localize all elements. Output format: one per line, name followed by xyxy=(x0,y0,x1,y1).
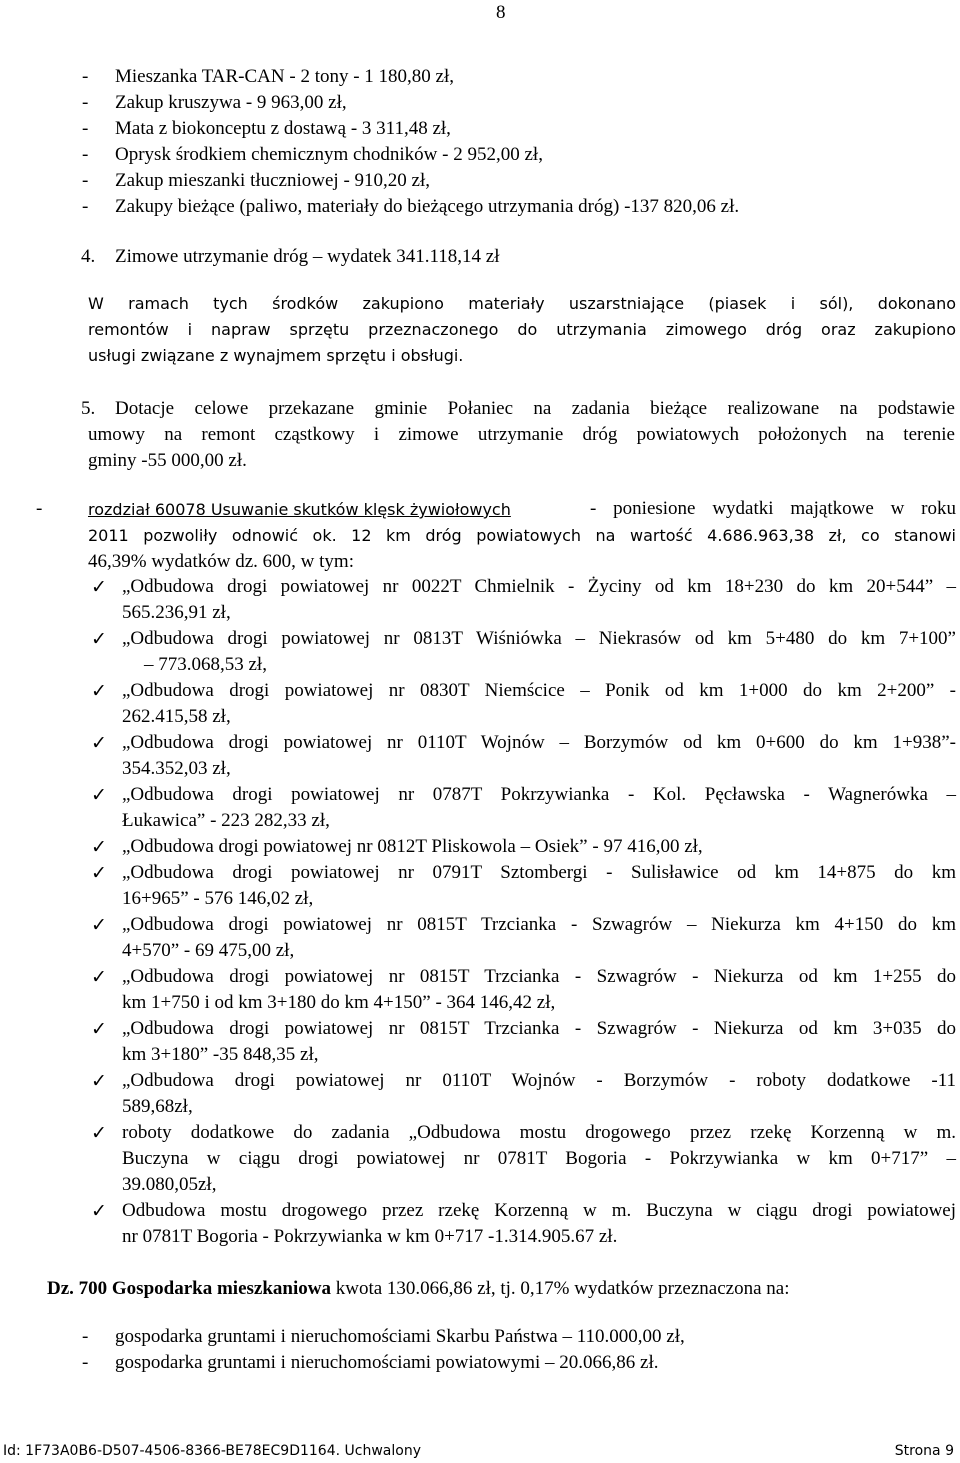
section-5-line: Dotacje celowe przekazane gminie Połaniec na zadania bieżące realizowane na podstawie xyxy=(115,398,955,419)
check-item-line: 39.080,05zł, xyxy=(122,1174,217,1195)
section-5-number: 5. xyxy=(81,398,96,419)
section-4-title: Zimowe utrzymanie dróg – wydatek 341.118,14 zł xyxy=(115,246,500,267)
check-item-line: 354.352,03 zł, xyxy=(122,758,231,779)
list-item: gospodarka gruntami i nieruchomościami powiatowymi – 20.066,86 zł. xyxy=(115,1352,659,1373)
footer-page: Strona 9 xyxy=(894,1443,954,1459)
check-icon: ✓ xyxy=(91,1019,107,1040)
rozdzial-dash: - xyxy=(36,498,43,519)
check-icon: ✓ xyxy=(91,1071,107,1092)
check-item-line: Buczyna w ciągu drogi powiatowej nr 0781T Bogoria - Pokrzywianka w km 0+717” – xyxy=(122,1148,956,1169)
check-item-line: „Odbudowa drogi powiatowej nr 0830T Niemścice – Ponik od km 1+000 do km 2+200” - xyxy=(122,680,956,701)
list-dash: - xyxy=(82,66,89,87)
check-item-line: „Odbudowa drogi powiatowej nr 0813T Wiśniówka – Niekrasów od km 5+480 do km 7+100” xyxy=(122,628,956,649)
check-item-line: „Odbudowa drogi powiatowej nr 0787T Pokrzywianka - Kol. Pęcławska - Wagnerówka – xyxy=(122,784,956,805)
list-item: gospodarka gruntami i nieruchomościami Skarbu Państwa – 110.000,00 zł, xyxy=(115,1326,685,1347)
check-item-line: „Odbudowa drogi powiatowej nr 0815T Trzcianka - Szwagrów - Niekurza od km 3+035 do xyxy=(122,1018,956,1039)
rozdzial-line3: 46,39% wydatków dz. 600, w tym: xyxy=(88,551,354,572)
check-item-line: 589,68zł, xyxy=(122,1096,193,1117)
list-dash: - xyxy=(82,144,89,165)
list-item: Mieszanka TAR-CAN - 2 tony - 1 180,80 zł, xyxy=(115,66,455,87)
section-4-para-line: remontów i napraw sprzętu przeznaczonego do utrzymania zimowego dróg oraz zakupiono xyxy=(88,320,956,339)
check-item-line: 16+965” - 576 146,02 zł, xyxy=(122,888,314,909)
footer-id: Id: 1F73A0B6-D507-4506-8366-BE78EC9D1164. Uchwalony xyxy=(3,1443,421,1459)
list-item: Zakupy bieżące (paliwo, materiały do bieżącego utrzymania dróg) -137 820,06 zł. xyxy=(115,196,740,217)
check-icon: ✓ xyxy=(91,681,107,702)
list-dash: - xyxy=(82,118,89,139)
rozdzial-line2: 2011 pozwoliły odnowić ok. 12 km dróg powiatowych na wartość 4.686.963,38 zł, co stanowi xyxy=(88,526,956,545)
list-dash: - xyxy=(82,1326,89,1347)
check-icon: ✓ xyxy=(91,785,107,806)
check-item-line: roboty dodatkowe do zadania „Odbudowa mostu drogowego przez rzekę Korzenną w m. xyxy=(122,1122,956,1143)
check-item-line: nr 0781T Bogoria - Pokrzywianka w km 0+717 -1.314.905.67 zł. xyxy=(122,1226,618,1247)
check-item-line: „Odbudowa drogi powiatowej nr 0791T Sztombergi - Sulisławice od km 14+875 do km xyxy=(122,862,956,883)
check-item-line: Łukawica” - 223 282,33 zł, xyxy=(122,810,330,831)
page-number: 8 xyxy=(496,2,506,23)
check-item-line: 4+570” - 69 475,00 zł, xyxy=(122,940,295,961)
check-item-line: „Odbudowa drogi powiatowej nr 0812T Pliskowola – Osiek” - 97 416,00 zł, xyxy=(122,836,703,857)
list-dash: - xyxy=(82,170,89,191)
dz700-heading-bold: Dz. 700 Gospodarka mieszkaniowa xyxy=(47,1278,331,1299)
check-item-line: 262.415,58 zł, xyxy=(122,706,231,727)
check-icon: ✓ xyxy=(91,1201,107,1222)
check-icon: ✓ xyxy=(91,837,107,858)
list-dash: - xyxy=(82,196,89,217)
list-item: Zakup kruszywa - 9 963,00 zł, xyxy=(115,92,347,113)
list-dash: - xyxy=(82,92,89,113)
section-5-line: umowy na remont cząstkowy i zimowe utrzymanie dróg powiatowych położonych na terenie xyxy=(88,424,955,445)
section-4-number: 4. xyxy=(81,246,96,267)
check-icon: ✓ xyxy=(91,863,107,884)
section-4-para-line: W ramach tych środków zakupiono materiały uszarstniające (piasek i sól), dokonano xyxy=(88,294,956,313)
section-4-para-line: usługi związane z wynajmem sprzętu i obsługi. xyxy=(88,346,464,365)
check-item-line: „Odbudowa drogi powiatowej nr 0815T Trzcianka - Szwagrów - Niekurza od km 1+255 do xyxy=(122,966,956,987)
check-item-line: – 773.068,53 zł, xyxy=(144,654,267,675)
check-icon: ✓ xyxy=(91,1123,107,1144)
check-item-line: „Odbudowa drogi powiatowej nr 0110T Wojnów – Borzymów od km 0+600 do km 1+938”- xyxy=(122,732,956,753)
check-item-line: km 3+180” -35 848,35 zł, xyxy=(122,1044,319,1065)
dz700-heading xyxy=(47,1278,789,1300)
check-icon: ✓ xyxy=(91,629,107,650)
check-item-line: 565.236,91 zł, xyxy=(122,602,231,623)
check-icon: ✓ xyxy=(91,915,107,936)
check-item-line: „Odbudowa drogi powiatowej nr 0022T Chmielnik - Życiny od km 18+230 do km 20+544” – xyxy=(122,576,956,597)
section-5-line: gminy -55 000,00 zł. xyxy=(88,450,247,471)
dz700-heading-rest: kwota 130.066,86 zł, tj. 0,17% wydatków przeznaczona na: xyxy=(330,1278,790,1299)
list-item: Mata z biokonceptu z dostawą - 3 311,48 zł, xyxy=(115,118,451,139)
check-icon: ✓ xyxy=(91,577,107,598)
list-item: Zakup mieszanki tłuczniowej - 910,20 zł, xyxy=(115,170,430,191)
check-icon: ✓ xyxy=(91,967,107,988)
check-item-line: Odbudowa mostu drogowego przez rzekę Korzenną w m. Buczyna w ciągu drogi powiatowej xyxy=(122,1200,956,1221)
check-item-line: km 1+750 i od km 3+180 do km 4+150” - 364 146,42 zł, xyxy=(122,992,556,1013)
check-icon: ✓ xyxy=(91,733,107,754)
check-item-line: „Odbudowa drogi powiatowej nr 0815T Trzcianka - Szwagrów – Niekurza km 4+150 do km xyxy=(122,914,956,935)
rozdzial-title: rozdział 60078 Usuwanie skutków klęsk żywiołowych xyxy=(88,500,511,519)
rozdzial-line1-rest: - poniesione wydatki majątkowe w roku xyxy=(590,498,956,519)
list-dash: - xyxy=(82,1352,89,1373)
list-item: Oprysk środkiem chemicznym chodników - 2 952,00 zł, xyxy=(115,144,543,165)
check-item-line: „Odbudowa drogi powiatowej nr 0110T Wojnów - Borzymów - roboty dodatkowe -11 xyxy=(122,1070,956,1091)
